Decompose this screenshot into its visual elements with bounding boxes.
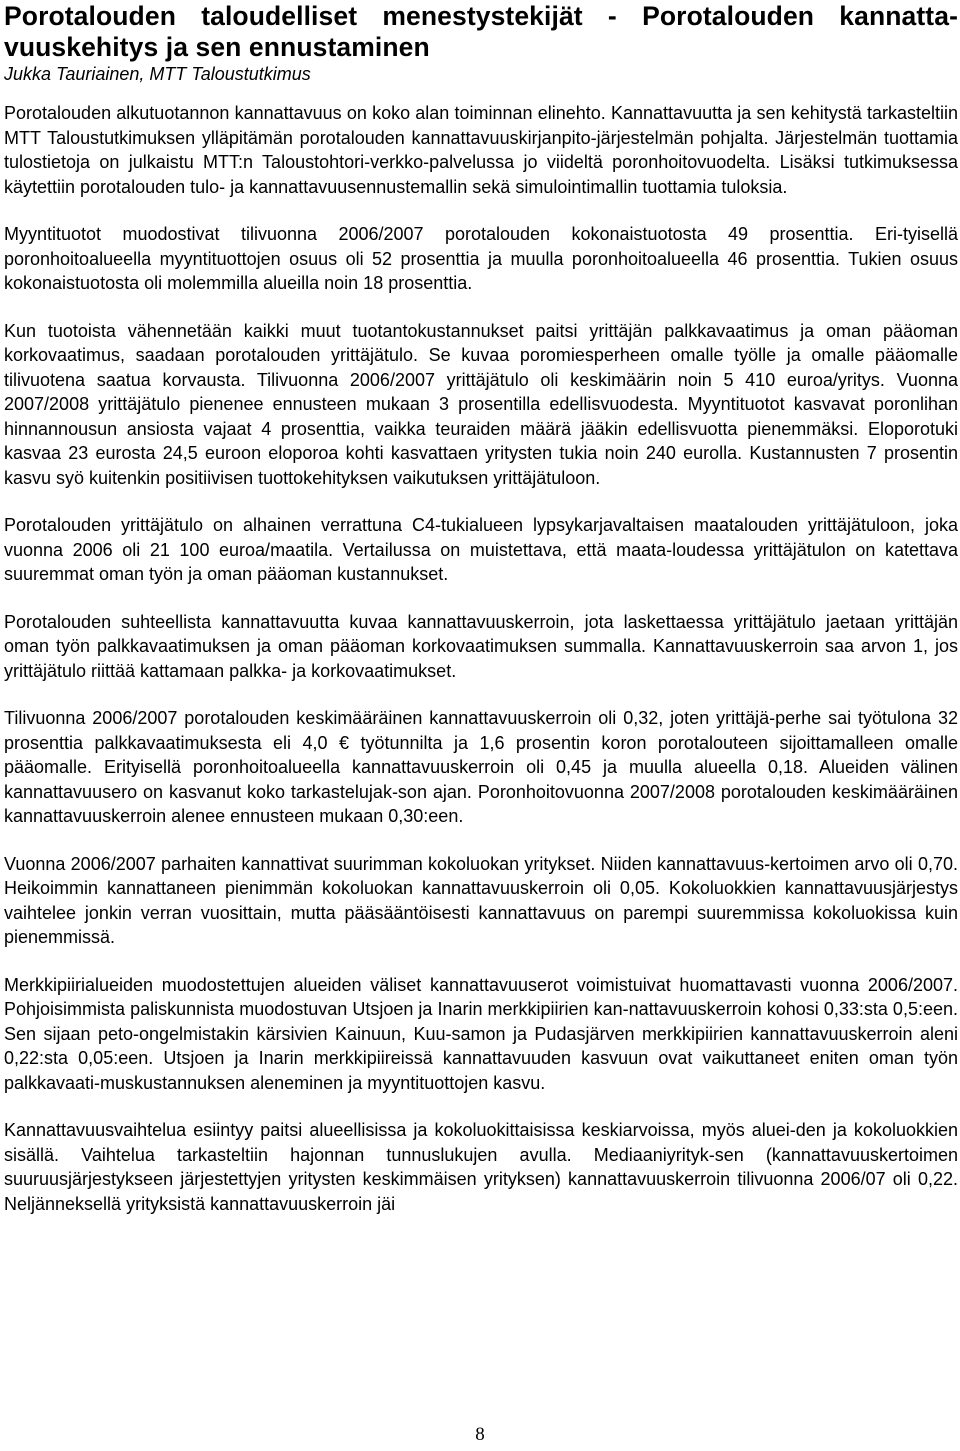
document-page bbox=[4, 0, 958, 1239]
paragraph-ratio-2006-2007: Tilivuonna 2006/2007 porotalouden keskimääräinen kannattavuuskerroin oli 0,32, joten yrittäjä-perhe sai työtulona 32 prosenttia palkkavaatimuksesta eli 4,0 € työtunnilta ja 1,6 prosentin koron porotalouteen sijoittamalleen omalle pääomalle. Erityisellä poronhoitoalueella kannattavuuskerroin oli 0,45 ja muulla alueella 0,18. Alueiden välinen kannattavuusero on kasvanut koko tarkastelujak-son ajan. Poronhoitovuonna 2007/2008 porotalouden keskimääräinen kannattavuuskerroin alenee ennusteen mukaan 0,30:een. bbox=[4, 708, 958, 826]
paragraph-profitability-ratio: Porotalouden suhteellista kannattavuutta kuvaa kannattavuuskerroin, jota laskettaessa yrittäjätulo jaetaan yrittäjän oman työn palkkavaatimuksen ja oman pääoman korkovaatimuksen summalla. Kannattavuuskerroin saa arvon 1, jos yrittäjätulo riittää kattamaan palkka- ja korkovaatimukset. bbox=[4, 611, 958, 681]
paragraph-entrepreneur-income: Kun tuotoista vähennetään kaikki muut tuotantokustannukset paitsi yrittäjän palkkavaatimus ja oman pääoman korkovaatimus, saadaan porotalouden yrittäjätulo. Se kuvaa poromiesperheen omalle työlle ja omalle pääomalle tilivuotena saatua korvausta. Tilivuonna 2006/2007 yrittäjätulo oli keskimäärin noin 5 410 euroa/yritys. Vuonna 2007/2008 yrittäjätulo pienenee ennusteen mukaan 3 prosentilla edellisvuodesta. Myyntituotot kasvavat poronlihan hinnannousun ansiosta vajaat 4 prosenttia, vaikka teuraiden määrä jääkin edellisvuotta pienemmäksi. Eloporotuki kasvaa 23 eurosta 24,5 euroon eloporoa kohti kasvattaen yritysten tukia noin 240 eurolla. Kustannusten 7 prosentin kasvu syö kuitenkin positiivisen tuottokehityksen vaikutuksen yrittäjätuloon. bbox=[4, 320, 958, 488]
page-number: 8 bbox=[475, 1424, 485, 1445]
paragraph-sales-revenue: Myyntituotot muodostivat tilivuonna 2006/2007 porotalouden kokonaistuotosta 49 prosenttia. Eri-tyisellä poronhoitoalueella myyntituottojen osuus oli 52 prosenttia ja muulla poronhoitoalueella 46 prosenttia. Tukien osuus kokonaistuotosta oli molemmilla alueilla noin 18 prosenttia. bbox=[4, 224, 958, 293]
paragraph-variation: Kannattavuusvaihtelua esiintyy paitsi alueellisissa ja kokoluokittaisissa keskiarvoissa, myös aluei-den ja kokoluokkien sisällä. Vaihtelua tarkasteltiin hajonnan tunnuslukujen avulla. Mediaaniyrityk-sen (kannattavuuskertoimen suuruusjärjestykseen järjestettyjen yritysten keskimmäisen yrityksen) kannattavuuskerroin tilivuonna 2006/07 oli 0,22. Neljänneksellä yrityksistä kannattavuuskerroin jäi bbox=[4, 1120, 958, 1214]
document-title: Porotalouden taloudelliset menestystekijät - Porotalouden kannatta-vuuskehitys ja sen ennustaminen bbox=[4, 1, 958, 62]
document-author: Jukka Tauriainen, MTT Taloustutkimus bbox=[4, 64, 311, 84]
paragraph-size-classes: Vuonna 2006/2007 parhaiten kannattivat suurimman kokoluokan yritykset. Niiden kannattavuus-kertoimen arvo oli 0,70. Heikoimmin kannattaneen pienimmän kokoluokan kannattavuuskerroin oli 0,05. Kokoluokkien kannattavuusjärjestys vaihtelee jonkin verran vuosittain, mutta pääsääntöisesti kannattavuus on parempi suuremmissa kokoluokissa kuin pienemmissä. bbox=[4, 853, 958, 947]
paragraph-intro: Porotalouden alkutuotannon kannattavuus on koko alan toiminnan elinehto. Kannattavuutta ja sen kehitystä tarkasteltiin MTT Taloustutkimuksen ylläpitämän porotalouden kannattavuuskirjanpito-järjestelmän pohjalta. Järjestelmän tuottamia tulostietoja on julkaistu MTT:n Taloustohtori-verkko-palvelussa jo viideltä poronhoitovuodelta. Lisäksi tutkimuksessa käytettiin porotalouden tulo- ja kannattavuusennustemallin sekä simulointimallin tuottamia tuloksia. bbox=[4, 103, 958, 197]
paragraph-comparison: Porotalouden yrittäjätulo on alhainen verrattuna C4-tukialueen lypsykarjavaltaisen maatalouden yrittäjätuloon, joka vuonna 2006 oli 21 100 euroa/maatila. Vertailussa on muistettava, että maata-loudessa yrittäjätulon on katettava suuremmat oman työn ja oman pääoman kustannukset. bbox=[4, 515, 958, 584]
paragraph-regional-differences: Merkkipiirialueiden muodostettujen alueiden väliset kannattavuuserot voimistuivat huomattavasti vuonna 2006/2007. Pohjoisimmista paliskunnista muodostuvan Utsjoen ja Inarin merkkipiirien kan-nattavuuskerroin kohosi 0,33:sta 0,5:een. Sen sijaan peto-ongelmistakin kärsivien Kainuun, Kuu-samon ja Pudasjärven merkkipiirien kannattavuuskerroin aleni 0,22:sta 0,05:een. Utsjoen ja Inarin merkkipiireissä kannattavuuden kasvuun ovat vaikuttaneet eniten oman työn palkkavaati-muskustannuksen aleneminen ja myyntituottojen kasvu. bbox=[4, 974, 958, 1093]
